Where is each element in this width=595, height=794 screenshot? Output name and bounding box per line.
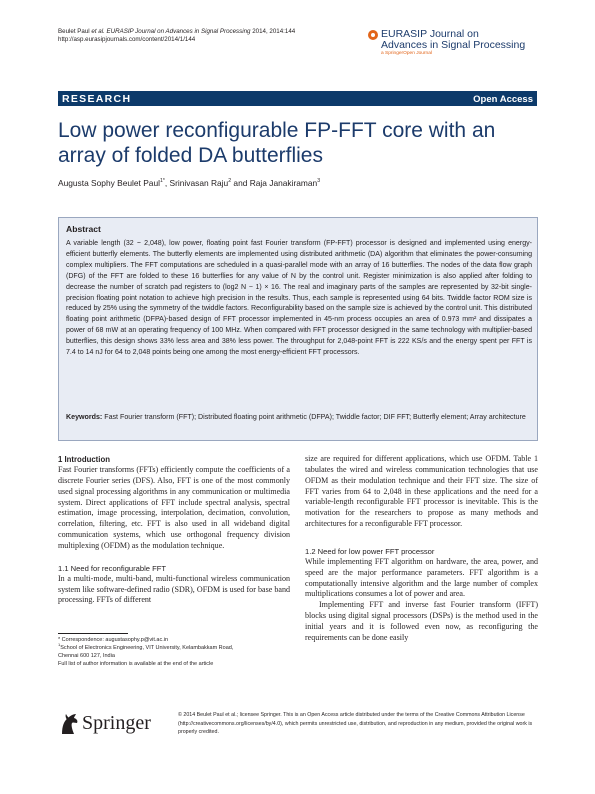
low-power-paragraph-1: While implementing FFT algorithm on hardware, the area, power, and speed are the major performance parameters. FFT algorithm is a computationally intensive algorithm and the large number of complex multiplications consumes a lot of power and area. bbox=[305, 556, 538, 599]
author-1-affiliation: 1* bbox=[159, 178, 165, 185]
article-type-label: RESEARCH bbox=[62, 93, 132, 105]
journal-name-line-1: EURASIP Journal on bbox=[381, 28, 479, 40]
affiliation-note bbox=[58, 644, 290, 652]
citation-url[interactable]: http://asp.eurasipjournals.com/content/2014/1/144 bbox=[58, 36, 196, 43]
section-heading-introduction: 1 Introduction bbox=[58, 455, 110, 464]
publisher-name: Springer bbox=[82, 712, 151, 734]
subsection-heading-low-power: 1.2 Need for low power FFT processor bbox=[305, 546, 435, 556]
abstract-box bbox=[58, 217, 538, 441]
introduction-paragraph: Fast Fourier transforms (FFTs) efficiently compute the coefficients of a discrete Fourier series (DFS). Also, FFT is one of the most commonly used signal processing algorithms in any communication or multimedia system. Direct applications of FFT include spectral analysis, spectral estimation, image processing, interpolation, decimation, convolution, correlation, filtering, etc. FFT is also used in all wideband digital communication systems, which use orthogonal frequency division multiplexing (OFDM) as the modulation technique. bbox=[58, 465, 290, 550]
citation-year: 2014, 2014:144 bbox=[250, 28, 296, 35]
article-title: Low power reconfigurable FP-FFT core with an array of folded DA butterflies bbox=[58, 119, 496, 167]
footnote-divider bbox=[58, 633, 128, 634]
citation-journal: et al. EURASIP Journal on Advances in Signal Processing bbox=[91, 28, 251, 35]
author-2: , Srinivasan Raju bbox=[164, 178, 229, 188]
open-access-label: Open Access bbox=[473, 93, 533, 105]
springer-logo bbox=[58, 710, 151, 740]
keywords bbox=[66, 412, 532, 423]
keywords-label: Keywords: bbox=[66, 413, 103, 421]
reconfigurable-paragraph-cont: size are required for different applications, which use OFDM. Table 1 tabulates the wired and wireless communication technologies that use OFDM as their modulation technique and their FFT size. The size of FFT varies from 64 to 2,048 in these applications and the need for a variable-length reconfigurable FFT processor is inevitable. This is the motivation for the researchers to propose as many methods and architectures for a reconfigurable FFT processor. bbox=[305, 454, 538, 529]
affiliation-line-1: School of Electronics Engineering, VIT University, Kelambakkam Road, bbox=[60, 645, 234, 651]
author-3: and Raja Janakiraman bbox=[231, 178, 318, 188]
subsection-heading-reconfigurable: 1.1 Need for reconfigurable FFT bbox=[58, 563, 167, 573]
author-2-affiliation: 2 bbox=[228, 178, 232, 185]
springer-horse-icon bbox=[58, 712, 80, 736]
footnotes bbox=[58, 636, 290, 668]
journal-name-line-2: Advances in Signal Processing bbox=[381, 39, 526, 51]
journal-subtitle: a SpringerOpen Journal bbox=[381, 51, 432, 56]
affiliation-line-2: Chennai 600 127, India bbox=[58, 653, 115, 659]
affiliation-sup: 1 bbox=[58, 642, 61, 648]
abstract-text: A variable length (32 ~ 2,048), low power, floating point fast Fourier transform (FP-FFT) processor is designed and implemented using energy-efficient butterfly elements. The butterfly elements are implemented using distributed arithmetic (DA) algorithm that eliminates the power-consuming complex multipliers. The FFT computations are scheduled in a quasi-parallel mode with an array of 16 butterflies. The nodes of the data flow graph (DFG) of the FFT are folded to these 16 butterflies for any value of N by the control unit. Register minimization is also applied after folding to decrease the number of scratch pad registers to (log2 N − 1) × 16. The real and imaginary parts of the samples are represented by 32-bit single-precision floating point notation to achieve high precision in the results. Thus, each sample is represented using 64 bits. Twiddle factor ROM size is reduced by 25% using the symmetry of the twiddle factors. Reconfigurability based on the sample size is achieved by the control unit. This distributed floating point arithmetic (DFPA)-based design of FFT processor implemented in 45-nm process occupies an area of 0.973 mm² and dissipates a power of 68 mW at an operating frequency of 100 MHz. When compared with FFT processor designed in the same technology with multiplier-based butterflies, this design shows 33% less area and 38% less power. The throughput for 2,048-point FFT is 222 KS/s and the energy spent per FFT is 7.4 to 14 nJ for 64 to 2,048 points being one among the most energy-efficient FFT processors. bbox=[66, 240, 532, 357]
author-list bbox=[58, 178, 320, 188]
citation-header bbox=[58, 28, 295, 44]
body-column-left bbox=[58, 454, 290, 606]
journal-logo-icon bbox=[368, 30, 378, 40]
article-type-banner bbox=[58, 91, 537, 106]
license-text: © 2014 Beulet Paul et al.; licensee Springer. This is an Open Access article distributed under the terms of the Creative Commons Attribution License (http://creativecommons.org/licenses/by/4.0), which permits unrestricted use, distribution, and reproduction in any medium, provided the original work is properly credited. bbox=[178, 712, 533, 736]
reconfigurable-paragraph: In a multi-mode, multi-band, multi-functional wireless communication system like software-defined radio (SDR), OFDM is used for base band processing. FFTs of different bbox=[58, 573, 290, 605]
body-column-right bbox=[305, 454, 538, 644]
keywords-list: Fast Fourier transform (FFT); Distributed floating point arithmetic (DFPA); Twiddle factor; DIF FFT; Butterfly element; Array architecture bbox=[102, 413, 526, 421]
correspondence-note: * Correspondence: augustasophy.p@vit.ac.in bbox=[58, 637, 169, 643]
citation-line-1 bbox=[58, 28, 295, 36]
author-1: Augusta Sophy Beulet Paul bbox=[58, 178, 160, 188]
author-info-note: Full list of author information is available at the end of the article bbox=[58, 661, 214, 667]
citation-author: Beulet Paul bbox=[58, 28, 92, 35]
abstract-heading: Abstract bbox=[66, 224, 101, 234]
low-power-paragraph-2: Implementing FFT and inverse fast Fourier transform (IFFT) blocks using digital signal processors (DSPs) is the method used in the initial years and it is followed even now, as reconfiguring the requirements can be done easily bbox=[305, 600, 538, 642]
author-3-affiliation: 3 bbox=[317, 178, 321, 185]
journal-logo bbox=[368, 28, 548, 58]
